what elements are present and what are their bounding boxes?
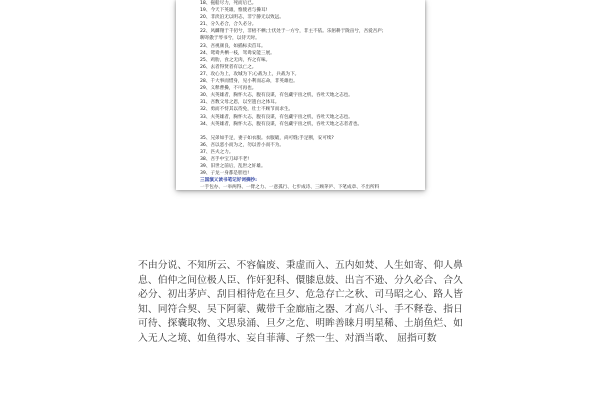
doc-line: 聊寄傲于琴书兮，以待天时。 bbox=[200, 36, 260, 42]
doc-line: 27、攻心为上，攻城为下;心战为上，兵战为下。 bbox=[200, 71, 300, 77]
doc-line: 37、匹夫之力。 bbox=[200, 149, 234, 155]
doc-line: 28、千大事而惜身，见小利而忘命，非英雄也。 bbox=[200, 79, 298, 85]
doc-line: 24、鸳鸯共栖一枝，驾鸯安能三展。 bbox=[200, 50, 275, 56]
doc-line: 35、兄弟如手足，妻子如衣服。衣服破，尚可缝;手足断，安可续? bbox=[200, 135, 334, 141]
document-preview-text bbox=[200, 0, 420, 190]
doc-section-heading: 三国演义读书笔记好词摘抄: bbox=[200, 178, 257, 184]
doc-line: 33、夫英雄者，胸怀大志，腹有良谋，有包藏宇宙之机，吞吐天地之志也。 bbox=[200, 114, 353, 120]
doc-line: 20、非淡泊无以明志，非宁静无以致远。 bbox=[200, 15, 284, 21]
doc-gap bbox=[200, 128, 420, 135]
document-preview-card bbox=[176, 0, 425, 190]
doc-line: 36、吾以恶小而为之，勿以善小而不为。 bbox=[200, 142, 284, 148]
idiom-paragraph: 不由分说、不知所云、不容偏废、秉虚而入、五内如焚、人生如寄、仰人鼻息、伯仲之间位极人臣、作奸犯科、儇膝息鼓、出言不逊、分久必合、合久必分、初出茅庐、刮目相待危在旦夕、危急存亡之秋、司马昭之心、路人皆知、同符合契、吴下阿蒙、戴带千金廊庙之器、才高八斗、手不释卷、指日可待、探囊取物、文思泉涌、旦夕之危、明眸善睐月明星稀、土崩鱼烂、如入无人之境、如鱼得水、妄自菲薄、孑然一生、对酒当歌、 屈指可数 bbox=[138, 260, 463, 344]
doc-line: 39、子龙一身都是胆也! bbox=[200, 171, 250, 177]
doc-line: 23、吾视颜良，如插标卖首耳。 bbox=[200, 43, 266, 49]
doc-line: 21、分久必合，合久必分。 bbox=[200, 22, 257, 28]
doc-line: 38、吾手中宝刀却不老! bbox=[200, 156, 250, 162]
doc-line: 25、鸡肋，食之无肉，弃之有味。 bbox=[200, 57, 271, 63]
doc-line: 34、夫英雄者，胸怀大志，腹有良谋，有包藏宇宙之机，吞吐天地之志者者也。 bbox=[200, 121, 363, 127]
doc-line: 26、去者得贤者有以亡之。 bbox=[200, 64, 257, 70]
doc-line: 31、吾数父母之恩，以至遗白之体耳。 bbox=[200, 100, 280, 106]
doc-line: 19、今天下英雄，惟使君与操耳! bbox=[200, 8, 268, 14]
doc-line: 18、拖船尽力，死而后已。 bbox=[200, 1, 257, 6]
doc-line: 一手包办、一举两得、一臂之力、一意孤行、七步成诗、三顾茅庐、下笔成章、不出所料 bbox=[200, 185, 380, 190]
doc-line: 32、勇而不恃其以待免，壮士不顾节而求生。 bbox=[200, 107, 294, 113]
doc-line: 30、夫英雄者，胸怀大志，腹有良谋，有包藏宇宙之机，吞吐天地之志也。 bbox=[200, 93, 353, 99]
doc-line: 39、旧世之前后，乱世之奸雄。 bbox=[200, 164, 266, 170]
doc-line: 29、义释曹操，不可再也。 bbox=[200, 86, 257, 92]
doc-line: 22、风麟翔于千仞兮，非梧不栖;士伏处于一方兮，非主不依。乐躬耕于陇亩兮，吾爱吾庐; bbox=[200, 29, 384, 35]
